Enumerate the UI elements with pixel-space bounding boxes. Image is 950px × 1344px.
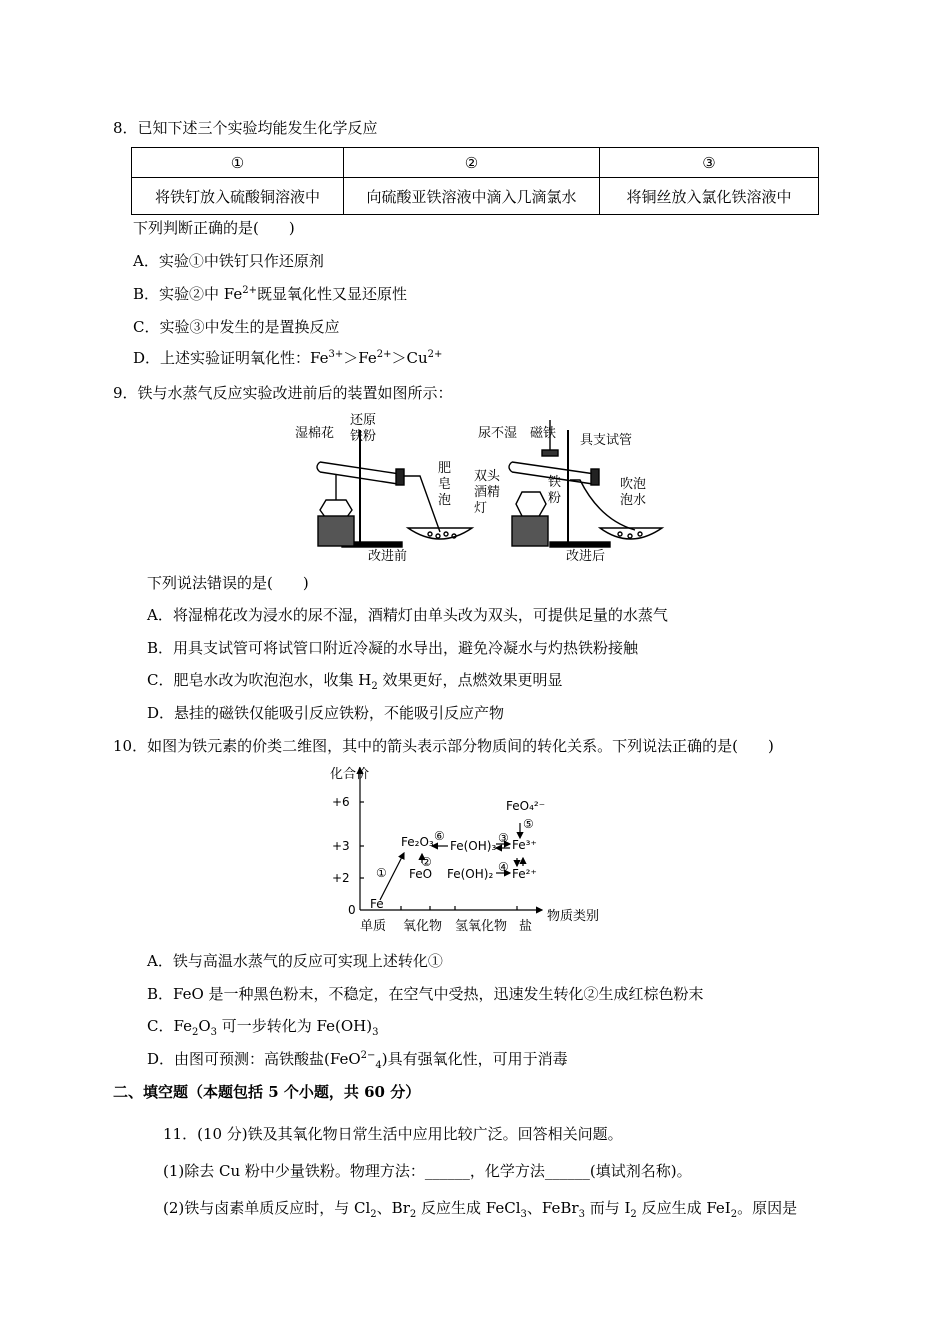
experiment-table <box>131 147 819 215</box>
arrow-label-3: ③ <box>498 831 509 845</box>
chart-xlabel: 物质类别 <box>547 909 600 924</box>
caption-before: 改进前 <box>368 549 408 564</box>
label-wet-cotton: 湿棉花 <box>295 426 335 441</box>
xcat-hydroxide: 氢氧化物 <box>455 919 508 934</box>
label-double-lamp-2: 酒精 <box>474 485 501 500</box>
q10-option-d: D．由图可预测：高铁酸盐(FeO$^{2-}_4$)具有强氧化性，可用于消毒 <box>147 1050 568 1071</box>
q8-ask: 下列判断正确的是( ) <box>133 219 295 237</box>
table-cell: 将铁钉放入硫酸铜溶液中 <box>132 178 344 215</box>
q11-stem: 11．(10 分)铁及其氧化物日常生活中应用比较广泛。回答相关问题。 <box>163 1125 623 1143</box>
table-cell: 将铜丝放入氯化铁溶液中 <box>600 178 819 215</box>
tick-plus3: +3 <box>332 839 350 853</box>
q8-stem: 8．已知下述三个实验均能发生化学反应 <box>113 119 378 137</box>
species-fe2o3: Fe₂O₃ <box>401 835 434 849</box>
label-bubble-2: 泡水 <box>620 493 647 508</box>
section-title: 二、填空题（本题包括 5 个小题，共 60 分） <box>113 1083 421 1101</box>
arrow-label-4: ④ <box>498 860 509 874</box>
label-bubble-1: 吹泡 <box>620 477 647 492</box>
q10-option-b: B．FeO 是一种黑色粉末，不稳定，在空气中受热，迅速发生转化②生成红棕色粉末 <box>147 985 704 1003</box>
q10-option-c: C．$Fe_2O_3$ 可一步转化为 $Fe(OH)_3$ <box>147 1017 379 1038</box>
label-soap-2: 皂 <box>438 477 452 492</box>
species-feoh2: Fe(OH)₂ <box>447 867 494 881</box>
label-double-lamp-1: 双头 <box>474 469 501 484</box>
q8-option-d: D．上述实验证明氧化性：$Fe^{3+}>Fe^{2+}>Cu^{2+}$ <box>133 349 443 367</box>
xcat-oxide: 氧化物 <box>403 919 443 934</box>
label-iron-powder-2: 铁粉 <box>350 429 377 444</box>
species-feo4: FeO₄²⁻ <box>506 799 546 813</box>
species-feo: FeO <box>409 867 433 881</box>
q11-part2: (2)铁与卤素单质反应时，与 $Cl_2$、$Br_2$ 反应生成 FeCl$_3$、FeBr$_3$ 而与 $I_2$ 反应生成 FeI$_2$。原因是 <box>163 1199 798 1220</box>
tick-plus2: +2 <box>332 871 350 885</box>
q8-option-c: C．实验③中发生的是置换反应 <box>133 318 340 336</box>
label-iron-2: 粉 <box>548 491 562 506</box>
tick-zero: 0 <box>348 903 356 917</box>
species-fe: Fe <box>370 897 384 911</box>
table-header: ③ <box>600 148 819 178</box>
label-soap-3: 泡 <box>438 493 452 508</box>
q8-option-b: B．实验②中 $Fe^{2+}$既显氧化性又显还原性 <box>133 285 408 303</box>
q9-option-b: B．用具支试管可将试管口附近冷凝的水导出，避免冷凝水与灼热铁粉接触 <box>147 639 639 657</box>
tick-plus6: +6 <box>332 795 350 809</box>
label-diaper: 尿不湿 <box>478 426 518 441</box>
arrow-label-1: ① <box>376 866 387 880</box>
apparatus-figure <box>290 410 670 565</box>
q9-option-d: D．悬挂的磁铁仅能吸引反应铁粉，不能吸引反应产物 <box>147 704 505 722</box>
species-feoh3: Fe(OH)₃ <box>450 839 497 853</box>
xcat-element: 单质 <box>360 919 387 934</box>
label-iron-powder: 还原 <box>350 413 377 428</box>
label-double-lamp-3: 灯 <box>474 501 488 516</box>
caption-after: 改进后 <box>566 549 606 564</box>
table-header: ② <box>344 148 600 178</box>
xcat-salt: 盐 <box>519 919 533 934</box>
q9-option-c: C．肥皂水改为吹泡泡水，收集 $H_2$ 效果更好，点燃效果更明显 <box>147 671 563 692</box>
arrow-label-6: ⑥ <box>434 829 445 843</box>
q9-ask: 下列说法错误的是( ) <box>147 574 309 592</box>
label-iron-1: 铁 <box>548 475 562 490</box>
valence-chart <box>330 760 620 940</box>
label-magnet: 磁铁 <box>530 426 557 441</box>
q10-stem: 10．如图为铁元素的价类二维图，其中的箭头表示部分物质间的转化关系。下列说法正确的是( ) <box>113 737 774 755</box>
q9-option-a: A．将湿棉花改为浸水的尿不湿，酒精灯由单头改为双头，可提供足量的水蒸气 <box>147 606 668 624</box>
arrow-label-2: ② <box>421 855 432 869</box>
label-soap-1: 肥 <box>438 461 452 476</box>
chart-ylabel: 化合价 <box>330 767 370 782</box>
label-branched-tube: 具支试管 <box>580 433 633 448</box>
q10-option-a: A．铁与高温水蒸气的反应可实现上述转化① <box>147 952 443 970</box>
table-header: ① <box>132 148 344 178</box>
table-cell: 向硫酸亚铁溶液中滴入几滴氯水 <box>344 178 600 215</box>
q9-stem: 9．铁与水蒸气反应实验改进前后的装置如图所示： <box>113 384 453 402</box>
q11-part1: (1)除去 Cu 粉中少量铁粉。物理方法：______，化学方法______(填试剂名称)。 <box>163 1162 692 1180</box>
species-fe3: Fe³⁺ <box>512 838 537 852</box>
species-fe2: Fe²⁺ <box>512 867 537 881</box>
arrow-label-5: ⑤ <box>523 817 534 831</box>
q8-option-a: A．实验①中铁钉只作还原剂 <box>133 252 324 270</box>
